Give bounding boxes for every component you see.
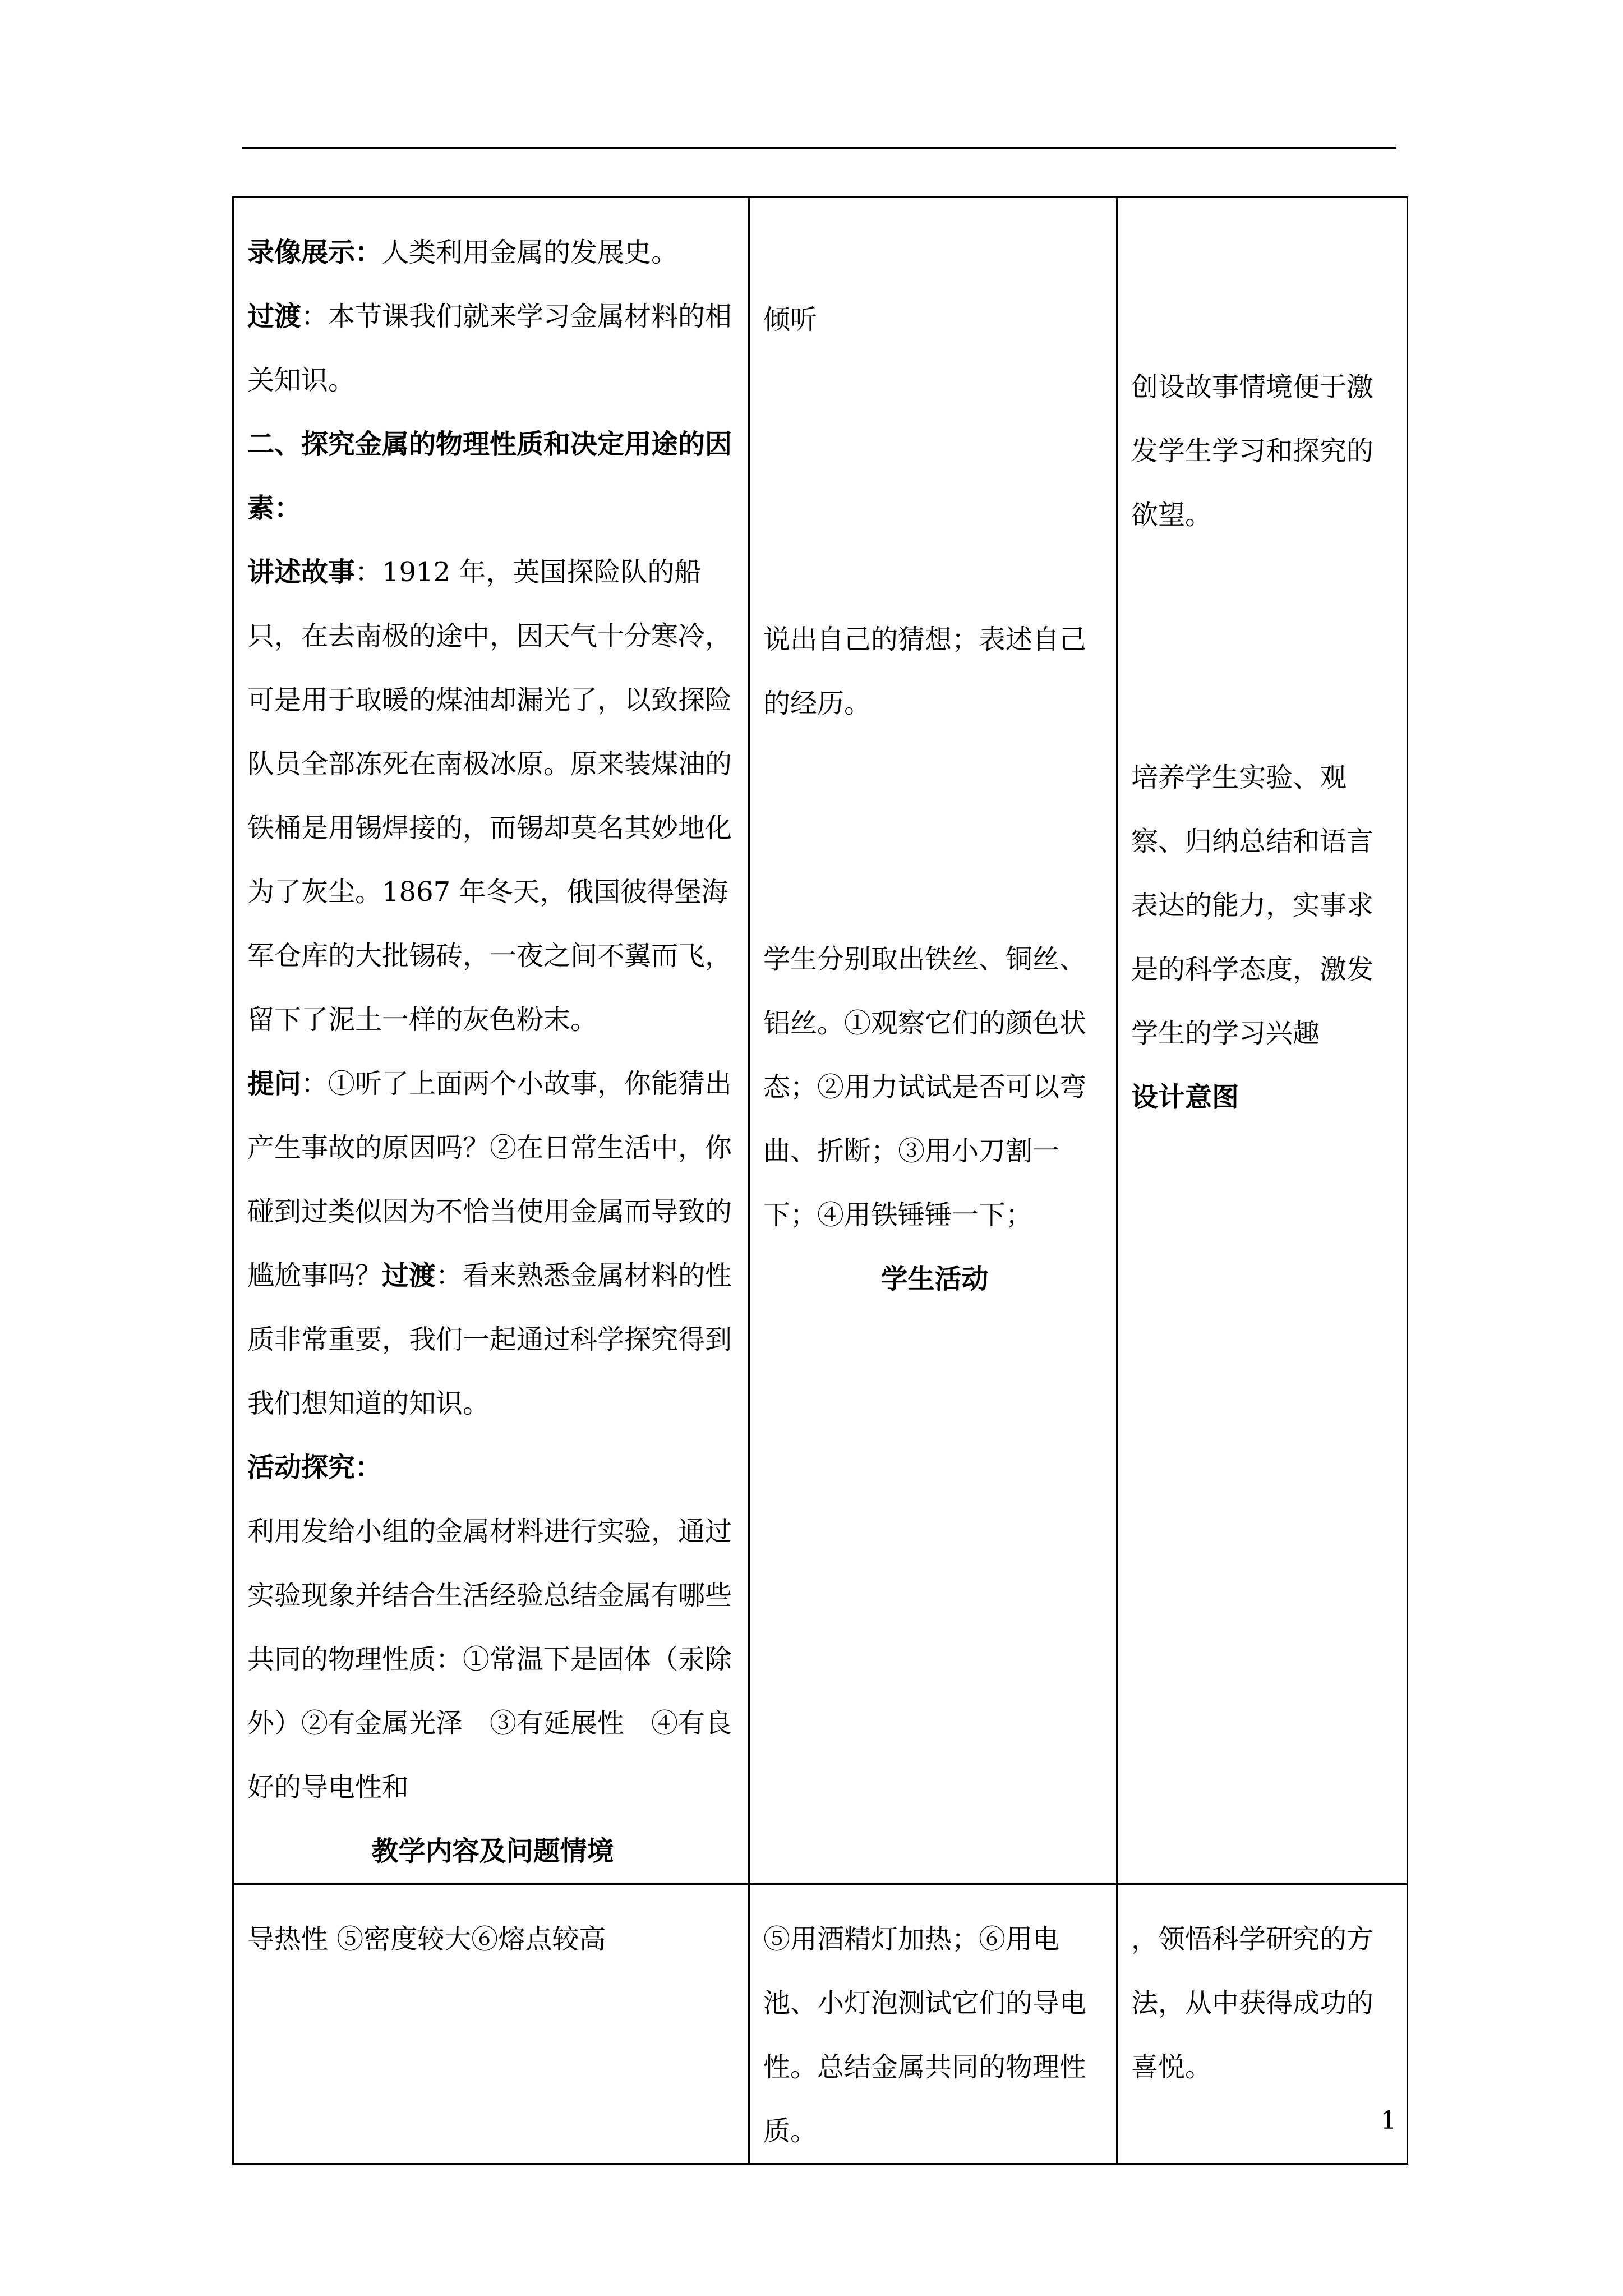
- teaching-content-cell: [233, 197, 749, 1884]
- column-header-content: 教学内容及问题情境: [371, 1835, 614, 1867]
- experiment-text: 学生分别取出铁丝、铜丝、铝丝。①观察它们的颜色状态；②用力试试是否可以弯曲、折断；③用小刀割一下；④用铁锤锤一下；: [763, 944, 1087, 1231]
- continuation-intent-cell: ，领悟科学研究的方法，从中获得成功的喜悦。: [1117, 1884, 1408, 2164]
- guess-text: 说出自己的猜想；表述自己的经历。: [763, 624, 1087, 719]
- question-paragraph: 提问：①听了上面两个小故事，你能猜出产生事故的原因吗？②在日常生活中，你碰到过类似因为不恰当使用金属而导致的尴尬事吗？过渡：看来熟悉金属材料的性质非常重要，我们一起通过科学探究得到我们想知道的知识。: [247, 1068, 732, 1419]
- video-paragraph: 录像展示：人类利用金属的发展史。: [247, 237, 679, 268]
- column-header-activity: 学生活动: [880, 1263, 989, 1295]
- story-paragraph: 讲述故事：1912 年，英国探险队的船只，在去南极的途中，因天气十分寒冷，可是用于取暖的煤油却漏光了，以致探险队员全部冻死在南极冰原。原来装煤油的铁桶是用锡焊接的，而锡却莫名其妙地化为了灰尘。1867 年冬天，俄国彼得堡海军仓库的大批锡砖，一夜之间不翼而飞，留下了泥土一样的灰色粉末。: [247, 556, 732, 1036]
- table-row: [233, 197, 1408, 1884]
- header-rule: [242, 147, 1396, 149]
- transition-paragraph: 过渡：本节课我们就来学习金属材料的相关知识。: [247, 301, 732, 396]
- listen-text: 倾听: [763, 304, 818, 335]
- lesson-plan-table: [232, 196, 1408, 2165]
- design-intent-cell: [1117, 197, 1408, 1884]
- activity-paragraph: 利用发给小组的金属材料进行实验，通过实验现象并结合生活经验总结金属有哪些共同的物理性质：①常温下是固体（汞除外）②有金属光泽 ③有延展性 ④有良好的导电性和: [247, 1516, 732, 1803]
- column-header-intent: 设计意图: [1131, 1082, 1239, 1113]
- page-number: 1: [1381, 2106, 1396, 2135]
- continuation-content-cell: 导热性 ⑤密度较大⑥熔点较高: [233, 1884, 749, 2164]
- student-activity-cell: [749, 197, 1117, 1884]
- section-heading: 二、探究金属的物理性质和决定用途的因素：: [247, 429, 732, 524]
- intent-text-1: 创设故事情境便于激发学生学习和探究的欲望。: [1131, 371, 1374, 531]
- intent-text-2: 培养学生实验、观察、归纳总结和语言表达的能力，实事求是的科学态度，激发学生的学习兴趣: [1131, 762, 1374, 1049]
- table-row: [233, 1884, 1408, 2164]
- continuation-activity-cell: ⑤用酒精灯加热；⑥用电池、小灯泡测试它们的导电性。总结金属共同的物理性质。: [749, 1884, 1117, 2164]
- activity-label: 活动探究：: [247, 1452, 382, 1483]
